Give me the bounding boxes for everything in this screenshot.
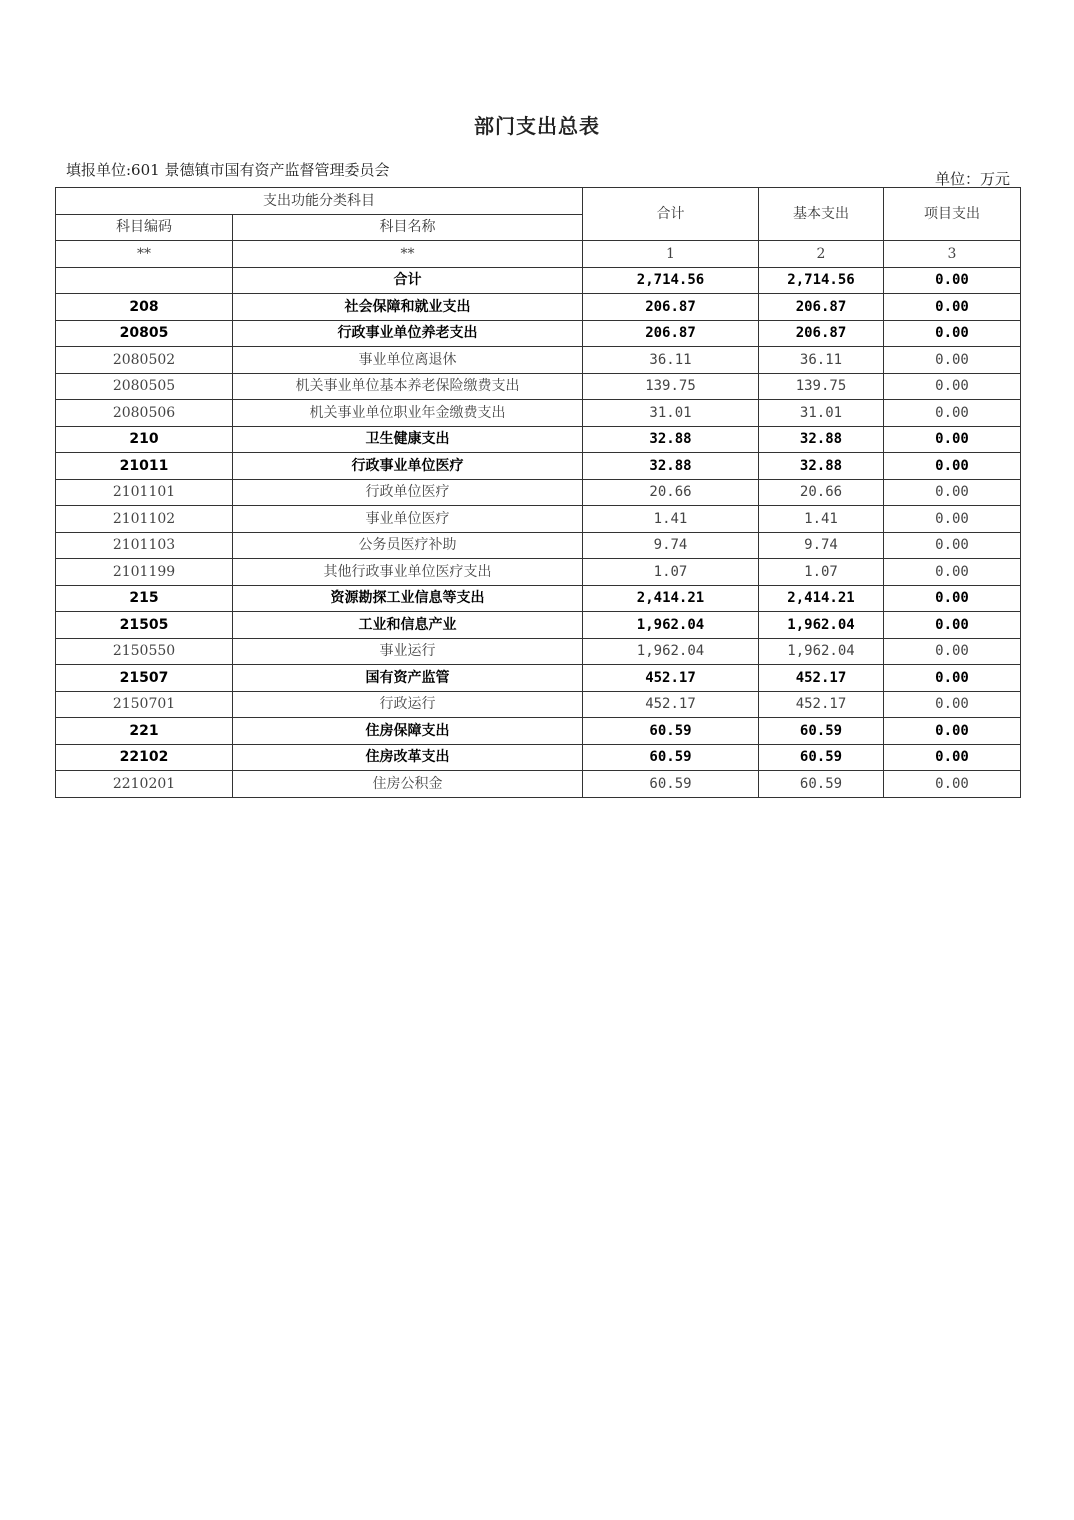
subject-code-cell: 2101199: [56, 559, 233, 586]
total-cell: 1.41: [583, 506, 759, 533]
total-cell: 1.07: [583, 559, 759, 586]
header-function-classification: 支出功能分类科目: [56, 188, 583, 215]
project-expenditure-cell: 0.00: [884, 691, 1021, 718]
table-row: [56, 453, 1021, 480]
total-cell: 452.17: [583, 665, 759, 692]
total-cell: 60.59: [583, 771, 759, 798]
basic-expenditure-cell: 20.66: [759, 479, 884, 506]
subject-name-cell: 工业和信息产业: [233, 612, 583, 639]
subject-code-cell: 2210201: [56, 771, 233, 798]
subject-name-cell: 资源勘探工业信息等支出: [233, 585, 583, 612]
table-row: [56, 294, 1021, 321]
basic-expenditure-cell: 31.01: [759, 400, 884, 427]
basic-expenditure-cell: 1,962.04: [759, 638, 884, 665]
subject-code-cell: 2080506: [56, 400, 233, 427]
total-cell: 2,414.21: [583, 585, 759, 612]
subject-name-cell: 社会保障和就业支出: [233, 294, 583, 321]
table-row: [56, 718, 1021, 745]
currency-unit: 单位：万元: [934, 170, 1010, 188]
project-expenditure-cell: 0.00: [884, 638, 1021, 665]
table-row: [56, 479, 1021, 506]
header-project-expenditure: 项目支出: [884, 188, 1021, 241]
index-cell: 3: [884, 241, 1021, 268]
subject-code-cell: 20805: [56, 320, 233, 347]
total-cell: 9.74: [583, 532, 759, 559]
subject-name-cell: 卫生健康支出: [233, 426, 583, 453]
subject-code-cell: 2150701: [56, 691, 233, 718]
total-cell: 32.88: [583, 453, 759, 480]
project-expenditure-cell: 0.00: [884, 267, 1021, 294]
total-cell: 60.59: [583, 744, 759, 771]
basic-expenditure-cell: 452.17: [759, 665, 884, 692]
project-expenditure-cell: 0.00: [884, 718, 1021, 745]
subject-name-cell: 机关事业单位基本养老保险缴费支出: [233, 373, 583, 400]
table-row: [56, 426, 1021, 453]
basic-expenditure-cell: 1,962.04: [759, 612, 884, 639]
basic-expenditure-cell: 60.59: [759, 771, 884, 798]
subject-name-cell: 公务员医疗补助: [233, 532, 583, 559]
reporting-unit: 填报单位:601 景德镇市国有资产监督管理委员会: [66, 161, 390, 179]
project-expenditure-cell: 0.00: [884, 479, 1021, 506]
subject-name-cell: 行政事业单位养老支出: [233, 320, 583, 347]
expenditure-table: [55, 187, 1021, 798]
subject-code-cell: 21505: [56, 612, 233, 639]
project-expenditure-cell: 0.00: [884, 506, 1021, 533]
table-row: [56, 771, 1021, 798]
index-cell: 2: [759, 241, 884, 268]
basic-expenditure-cell: 32.88: [759, 453, 884, 480]
subject-name-cell: 合计: [233, 267, 583, 294]
table-row: [56, 691, 1021, 718]
subject-code-cell: 208: [56, 294, 233, 321]
index-cell: 1: [583, 241, 759, 268]
total-cell: 20.66: [583, 479, 759, 506]
project-expenditure-cell: 0.00: [884, 294, 1021, 321]
subject-code-cell: 2150550: [56, 638, 233, 665]
project-expenditure-cell: 0.00: [884, 347, 1021, 374]
table-body: [56, 188, 1021, 798]
basic-expenditure-cell: 2,714.56: [759, 267, 884, 294]
page-title: 部门支出总表: [474, 114, 600, 138]
project-expenditure-cell: 0.00: [884, 400, 1021, 427]
total-cell: 206.87: [583, 294, 759, 321]
project-expenditure-cell: 0.00: [884, 373, 1021, 400]
project-expenditure-cell: 0.00: [884, 665, 1021, 692]
basic-expenditure-cell: 60.59: [759, 718, 884, 745]
total-cell: 32.88: [583, 426, 759, 453]
subject-name-cell: 机关事业单位职业年金缴费支出: [233, 400, 583, 427]
project-expenditure-cell: 0.00: [884, 585, 1021, 612]
subject-name-cell: 其他行政事业单位医疗支出: [233, 559, 583, 586]
basic-expenditure-cell: 36.11: [759, 347, 884, 374]
header-total: 合计: [583, 188, 759, 241]
table-row: [56, 400, 1021, 427]
table-row: [56, 612, 1021, 639]
basic-expenditure-cell: 139.75: [759, 373, 884, 400]
subject-code-cell: 221: [56, 718, 233, 745]
basic-expenditure-cell: 1.41: [759, 506, 884, 533]
table-row: [56, 532, 1021, 559]
index-row: [56, 241, 1021, 268]
total-cell: 36.11: [583, 347, 759, 374]
subject-code-cell: 2080502: [56, 347, 233, 374]
total-cell: 139.75: [583, 373, 759, 400]
subject-code-cell: 21011: [56, 453, 233, 480]
project-expenditure-cell: 0.00: [884, 744, 1021, 771]
index-cell: **: [56, 241, 233, 268]
subject-name-cell: 行政事业单位医疗: [233, 453, 583, 480]
total-cell: 2,714.56: [583, 267, 759, 294]
table-row: [56, 347, 1021, 374]
table-row: [56, 744, 1021, 771]
subject-name-cell: 住房公积金: [233, 771, 583, 798]
subject-code-cell: 2080505: [56, 373, 233, 400]
subject-name-cell: 事业运行: [233, 638, 583, 665]
subject-name-cell: 住房保障支出: [233, 718, 583, 745]
subject-name-cell: 行政单位医疗: [233, 479, 583, 506]
subject-code-cell: 210: [56, 426, 233, 453]
project-expenditure-cell: 0.00: [884, 559, 1021, 586]
subject-name-cell: 住房改革支出: [233, 744, 583, 771]
subject-name-cell: 国有资产监管: [233, 665, 583, 692]
table-row: [56, 638, 1021, 665]
subject-code-cell: 22102: [56, 744, 233, 771]
header-subject-code: 科目编码: [56, 214, 233, 241]
header-row-group: [56, 188, 1021, 215]
basic-expenditure-cell: 60.59: [759, 744, 884, 771]
total-cell: 60.59: [583, 718, 759, 745]
basic-expenditure-cell: 1.07: [759, 559, 884, 586]
table-row: [56, 585, 1021, 612]
table-row: [56, 665, 1021, 692]
subject-code-cell: 2101101: [56, 479, 233, 506]
project-expenditure-cell: 0.00: [884, 532, 1021, 559]
project-expenditure-cell: 0.00: [884, 771, 1021, 798]
project-expenditure-cell: 0.00: [884, 426, 1021, 453]
subject-name-cell: 行政运行: [233, 691, 583, 718]
basic-expenditure-cell: 32.88: [759, 426, 884, 453]
total-cell: 206.87: [583, 320, 759, 347]
subject-name-cell: 事业单位医疗: [233, 506, 583, 533]
project-expenditure-cell: 0.00: [884, 320, 1021, 347]
header-basic-expenditure: 基本支出: [759, 188, 884, 241]
table-row: [56, 320, 1021, 347]
table-row: [56, 267, 1021, 294]
basic-expenditure-cell: 9.74: [759, 532, 884, 559]
index-cell: **: [233, 241, 583, 268]
table-row: [56, 506, 1021, 533]
subject-code-cell: [56, 267, 233, 294]
project-expenditure-cell: 0.00: [884, 453, 1021, 480]
subject-name-cell: 事业单位离退休: [233, 347, 583, 374]
project-expenditure-cell: 0.00: [884, 612, 1021, 639]
subject-code-cell: 2101103: [56, 532, 233, 559]
header-subject-name: 科目名称: [233, 214, 583, 241]
total-cell: 1,962.04: [583, 638, 759, 665]
basic-expenditure-cell: 452.17: [759, 691, 884, 718]
subject-code-cell: 2101102: [56, 506, 233, 533]
subject-code-cell: 21507: [56, 665, 233, 692]
table-row: [56, 373, 1021, 400]
total-cell: 1,962.04: [583, 612, 759, 639]
total-cell: 452.17: [583, 691, 759, 718]
total-cell: 31.01: [583, 400, 759, 427]
basic-expenditure-cell: 206.87: [759, 320, 884, 347]
table-row: [56, 559, 1021, 586]
subject-code-cell: 215: [56, 585, 233, 612]
basic-expenditure-cell: 206.87: [759, 294, 884, 321]
basic-expenditure-cell: 2,414.21: [759, 585, 884, 612]
